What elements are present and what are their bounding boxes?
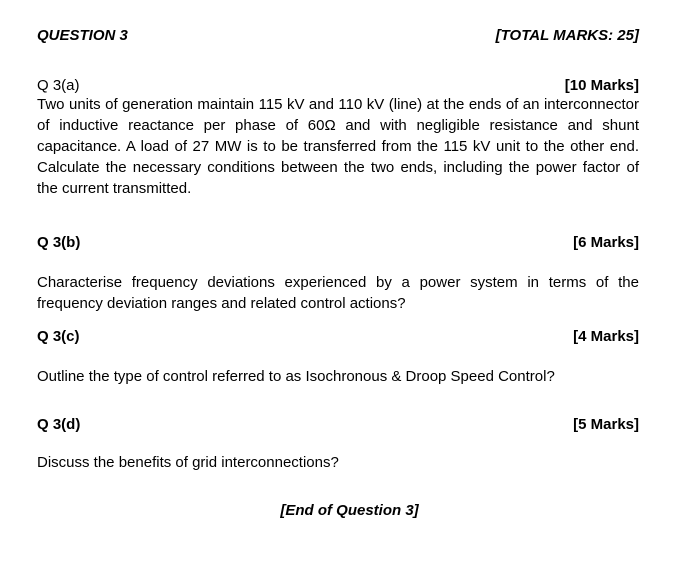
part-d-label: Q 3(d)	[37, 416, 81, 433]
part-d-marks: [5 Marks]	[573, 416, 639, 433]
part-d-text: Discuss the benefits of grid interconnections?	[37, 454, 339, 471]
total-marks: [TOTAL MARKS: 25]	[495, 27, 639, 44]
question-title: QUESTION 3	[37, 27, 128, 44]
part-c-label: Q 3(c)	[37, 328, 80, 345]
part-a-marks: [10 Marks]	[564, 77, 639, 94]
part-d-header	[37, 416, 639, 433]
part-b-marks: [6 Marks]	[573, 234, 639, 251]
part-b-text: Characterise frequency deviations experienced by a power system in terms of the frequency deviation ranges and related control actions?	[37, 274, 639, 312]
part-c-marks: [4 Marks]	[573, 328, 639, 345]
part-a-header	[37, 77, 639, 94]
part-a-text: Two units of generation maintain 115 kV and 110 kV (line) at the ends of an interconnector of inductive reactance per phase of 60Ω and with negligible resistance and shunt capacitance. A load of 27 MW is to be transferred from the 115 kV unit to the other end. Calculate the necessary conditions between the two ends, including the power factor of the current transmitted.	[37, 96, 639, 197]
end-of-question: [End of Question 3]	[280, 502, 419, 519]
part-c-header	[37, 328, 639, 345]
part-a-label: Q 3(a)	[37, 77, 80, 94]
part-b-label: Q 3(b)	[37, 234, 81, 251]
part-c-text: Outline the type of control referred to as Isochronous & Droop Speed Control?	[37, 368, 555, 385]
question-header	[37, 27, 639, 44]
part-b-header	[37, 234, 639, 251]
